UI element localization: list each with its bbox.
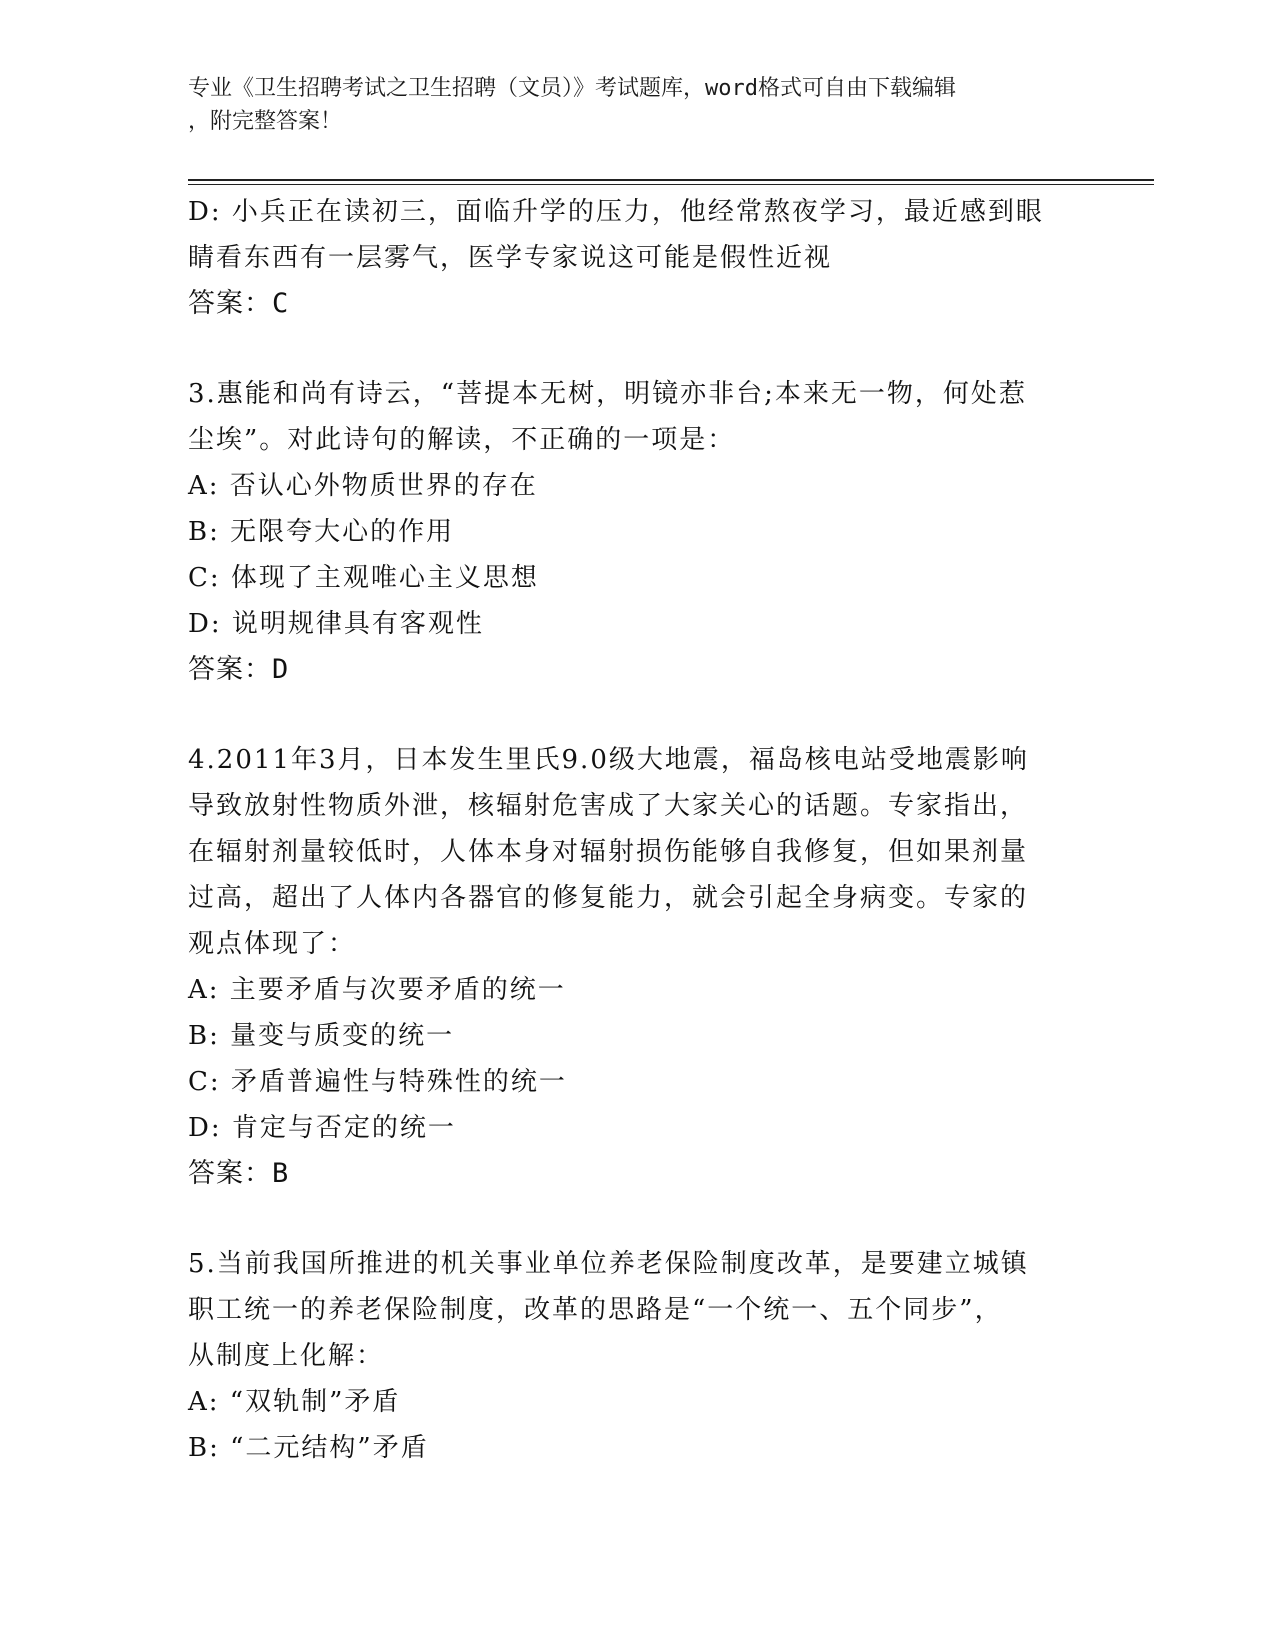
option-d-line-2: 睛看东西有一层雾气，医学专家说这可能是假性近视 [188, 243, 833, 273]
option-d: D: 肯定与否定的统一 [188, 1113, 456, 1143]
option-a: A: 否认心外物质世界的存在 [188, 471, 538, 501]
question-stem-line: 从制度上化解： [188, 1341, 385, 1371]
question-stem-line: 观点体现了： [188, 929, 357, 959]
question-content [188, 189, 1088, 1471]
header-title-line-1: 专业《卫生招聘考试之卫生招聘（文员）》考试题库，word格式可自由下载编辑 [188, 76, 956, 101]
option-b: B: 无限夸大心的作用 [188, 517, 455, 547]
answer-key: C [272, 288, 290, 319]
question-stem-line: 尘埃”。对此诗句的解读，不正确的一项是： [188, 425, 736, 455]
question-stem-line: 职工统一的养老保险制度，改革的思路是“一个统一、五个同步”， [188, 1295, 1003, 1325]
answer-label: 答案： [188, 654, 272, 685]
option-d-line-1: D: 小兵正在读初三，面临升学的压力，他经常熬夜学习，最近感到眼 [188, 197, 1044, 227]
option-d: D: 说明规律具有客观性 [188, 609, 484, 639]
option-a: A: “双轨制”矛盾 [188, 1387, 401, 1417]
answer-key: B [272, 1158, 290, 1189]
header-divider-thick [188, 179, 1154, 181]
question-stem-line: 在辐射剂量较低时，人体本身对辐射损伤能够自我修复，但如果剂量 [188, 837, 1029, 867]
question-stem-line: 5.当前我国所推进的机关事业单位养老保险制度改革，是要建立城镇 [188, 1249, 1029, 1279]
question-stem-line: 过高，超出了人体内各器官的修复能力，就会引起全身病变。专家的 [188, 883, 1029, 913]
option-b: B: 量变与质变的统一 [188, 1021, 455, 1051]
option-b: B: “二元结构”矛盾 [188, 1433, 429, 1463]
question-stem-line: 导致放射性物质外泄，核辐射危害成了大家关心的话题。专家指出， [188, 791, 1029, 821]
question-stem-line: 3.惠能和尚有诗云，“菩提本无树，明镜亦非台;本来无一物，何处惹 [188, 379, 1027, 409]
answer-key: D [272, 654, 290, 685]
question-5 [188, 1241, 1088, 1471]
answer-line [188, 1151, 1088, 1197]
question-stem-line: 4.2011年3月，日本发生里氏9.0级大地震，福岛核电站受地震影响 [188, 745, 1029, 775]
option-c: C: 矛盾普遍性与特殊性的统一 [188, 1067, 567, 1097]
option-c: C: 体现了主观唯心主义思想 [188, 563, 539, 593]
answer-label: 答案： [188, 1158, 272, 1189]
document-header [188, 72, 1068, 138]
answer-line [188, 647, 1088, 693]
option-a: A: 主要矛盾与次要矛盾的统一 [188, 975, 566, 1005]
previous-question [188, 189, 1088, 327]
spacer [188, 1197, 1088, 1241]
question-3 [188, 371, 1088, 693]
answer-line [188, 281, 1088, 327]
question-4 [188, 737, 1088, 1197]
answer-label: 答案： [188, 288, 272, 319]
header-divider-thin [188, 184, 1154, 185]
header-title-line-2: ，附完整答案！ [188, 109, 343, 134]
spacer [188, 327, 1088, 371]
spacer [188, 693, 1088, 737]
